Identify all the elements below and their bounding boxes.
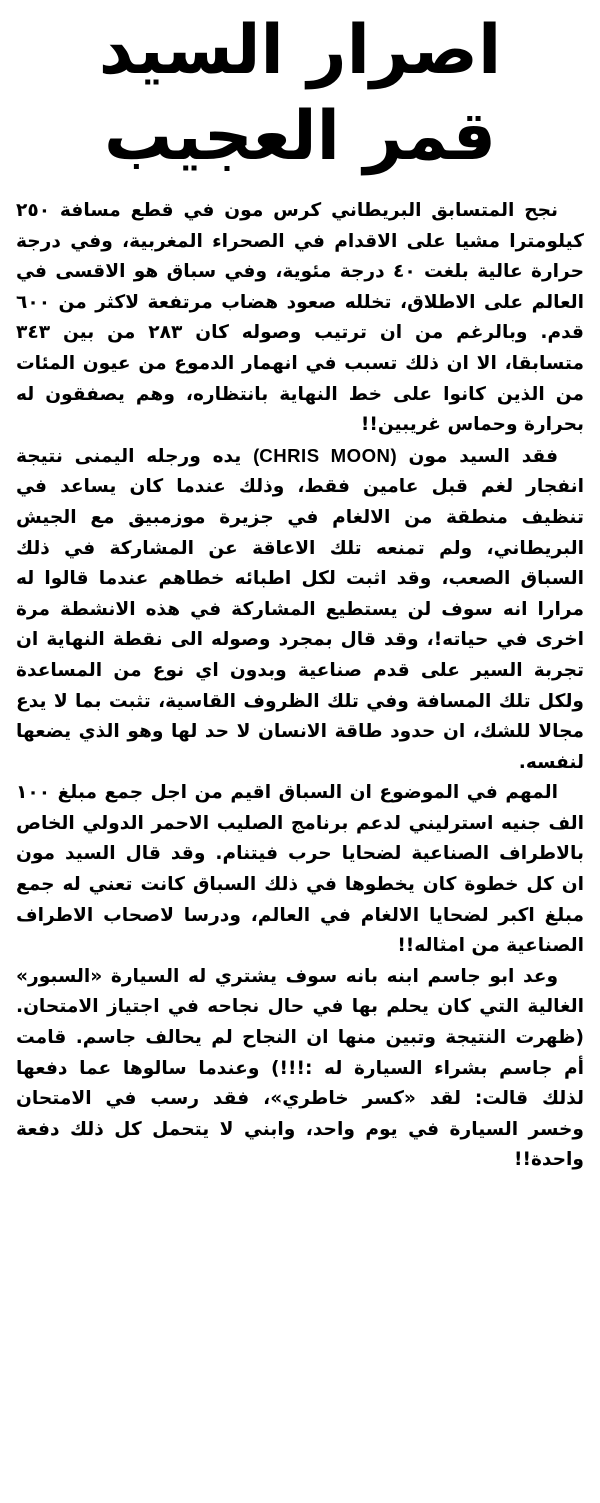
headline-line-1: اصرار السيد [98,11,502,90]
paragraph-2-start: فقد السيد مون [396,445,558,467]
paragraph-2-rest: يده ورجله اليمنى نتيجة انفجار لغم قبل عامين فقط، وذلك عندما كان يساعد في تنظيف منطقة من الالغام في جزيرة موزمبيق مع الجيش البريطاني، ولم تمنعه تلك الاعاقة عن المشاركة في ذلك السباق الصعب، وقد اثبت لكل اطبائه خطاهم عندما قالوا له مرارا انه سوف لن يستطيع المشاركة في هذه الانشطة مرة اخرى في حياته!، وقد قال بمجرد وصوله الى نقطة النهاية ان تجربة السير على قدم صناعية وبدون اي نوع من المساعدة ولكل تلك المسافة وفي تلك الظروف القاسية، تثبت بما لا يدع مجالا للشك، ان حدود طاقة الانسان لا حد لها وهو الذي يضعها لنفسه. [16,445,584,773]
article-headline [16,8,584,180]
paragraph-2 [16,441,584,779]
latin-name: (CHRIS MOON) [253,444,397,466]
paragraph-4: وعد ابو جاسم ابنه بانه سوف يشتري له السيارة «السبور» الغالية التي كان يحلم بها في حال نجاحه في اجتياز الامتحان. (ظهرت النتيجة وتبين منها ان النجاح لم يحالف جاسم. قامت أم جاسم بشراء السيارة له :!!!) وعندما سالوها عما دفعها لذلك قالت: لقد «كسر خاطري»، فقد رسب في الامتحان وخسر السيارة في يوم واحد، وابني لا يتحمل كل ذلك دفعة واحدة!! [16,965,584,1171]
paragraph-1: نجح المتسابق البريطاني كرس مون في قطع مسافة ٢٥٠ كيلومترا مشيا على الاقدام في الصحراء المغربية، وفي درجة حرارة عالية بلغت ٤٠ درجة مئوية، وفي سباق هو الاقسى في العالم على الاطلاق، تخلله صعود هضاب مرتفعة لاكثر من ٦٠٠ قدم. وبالرغم من ان ترتيب وصوله كان ٢٨٣ من بين ٣٤٣ متسابقا، الا ان ذلك تسبب في انهمار الدموع من عيون المئات من الذين كانوا على خط النهاية بانتظاره، وهم يصفقون له بحرارة وحماس غريبين!! [16,200,584,436]
headline-line-2: قمر العجيب [103,97,497,176]
paragraph-3: المهم في الموضوع ان السباق اقيم من اجل جمع مبلغ ١٠٠ الف جنيه استرليني لدعم برنامج الصليب الاحمر الدولي الخاص بالاطراف الصناعية لضحايا حرب فيتنام. وقد قال السيد مون ان كل خطوة كان يخطوها في ذلك السباق كانت تعني له جمع مبلغ اكبر لضحايا الالغام في العالم، ودرسا لاصحاب الاطراف الصناعية من امثاله!! [16,782,584,957]
article-body [16,196,584,1176]
